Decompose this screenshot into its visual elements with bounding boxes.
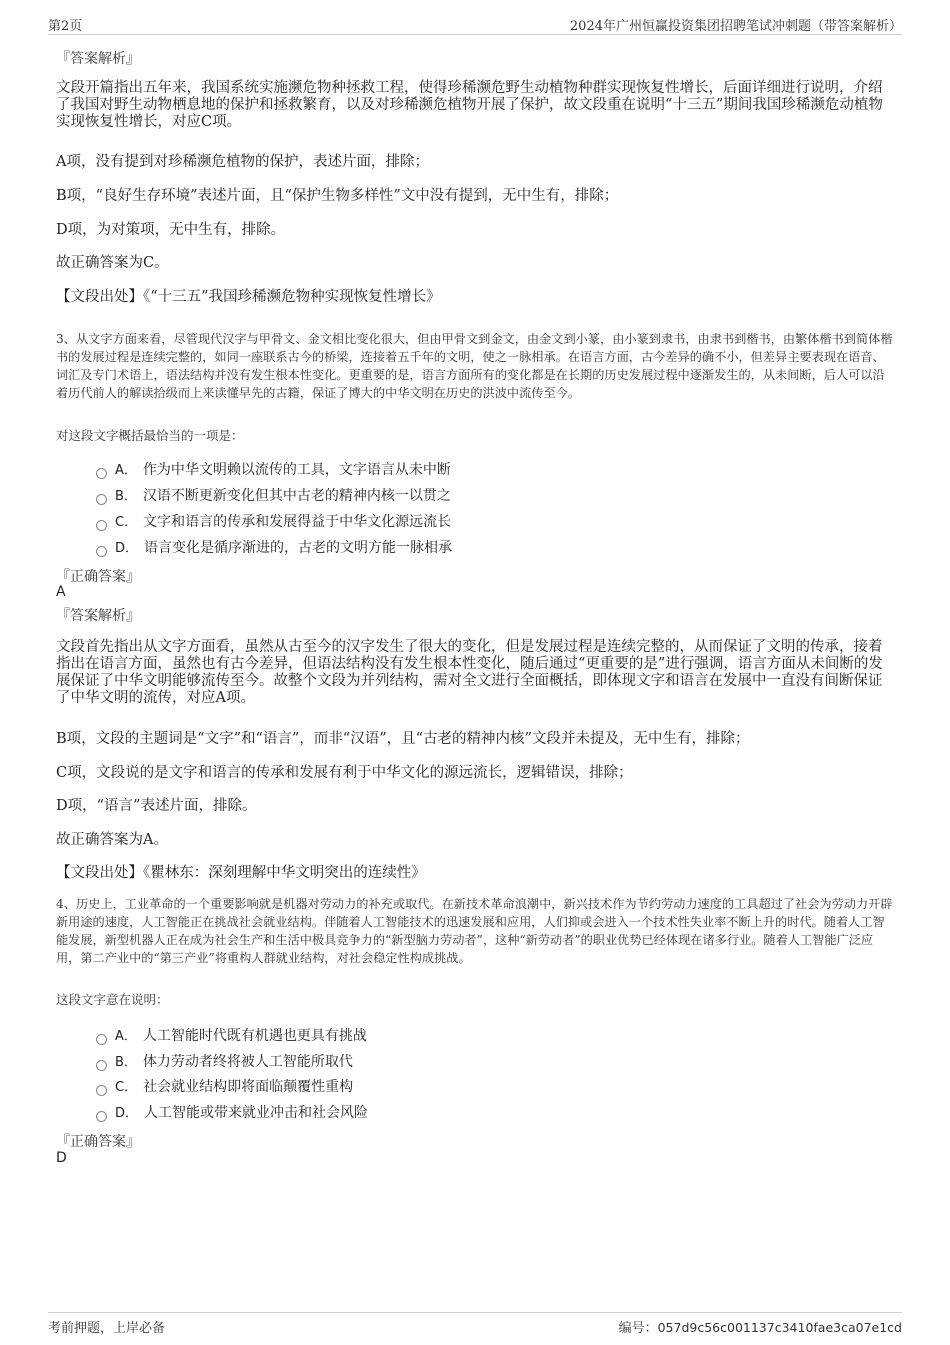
q3-option-b[interactable]: B． 汉语不断更新变化但其中古老的精神内核一以贯之: [96, 485, 451, 505]
q3-option-a[interactable]: A． 作为中华文明赖以流传的工具，文字语言从未中断: [96, 459, 451, 479]
q3-answer-label: 『正确答案』: [56, 569, 140, 585]
q3-option-d-note: D项，“语言”表述片面，排除。: [56, 798, 257, 814]
q4-option-c[interactable]: C． 社会就业结构即将面临颠覆性重构: [96, 1076, 353, 1096]
q4-answer-label: 『正确答案』: [56, 1134, 140, 1150]
radio-button-icon[interactable]: [96, 520, 107, 531]
q3-option-b-note: B项，文段的主题词是“文字”和“语言”，而非“汉语”，且“古老的精神内核”文段并未提及，无中生有，排除；: [56, 731, 750, 747]
document-code-label: 编号：: [618, 1321, 658, 1336]
q3-option-d[interactable]: D． 语言变化是循序渐进的，古老的文明方能一脉相承: [96, 537, 452, 557]
q4-option-a[interactable]: A． 人工智能时代既有机遇也更具有挑战: [96, 1025, 367, 1045]
q2-source: 【文段出处】《“十三五”我国珍稀濒危物种实现恢复性增长》: [56, 289, 441, 305]
q3-analysis-label: 『答案解析』: [56, 608, 140, 624]
q4-stem: 4、历史上，工业革命的一个重要影响就是机器对劳动力的补充或取代。在新技术革命浪潮中，新兴技术作为节约劳动力速度的工具超过了社会为劳动力开辟新用途的速度，人工智能正在挑战社会就业结构。伴随着人工智能技术的迅速发展和应用，人们抑或会进入一个技术性失业率不断上升的时代。随着人工智能发展，新型机器人正在成为社会生产和生活中极具竞争力的“新型脑力劳动者”，这种“新劳动者”的职业优势已经体现在诸多行业。随着人工智能广泛应用，第二产业中的“第三产业”将重构人群就业结构，对社会稳定性构成挑战。: [56, 897, 893, 965]
q2-option-d-note: D项，为对策项，无中生有，排除。: [56, 222, 286, 238]
q2-conclusion: 故正确答案为C。: [56, 255, 169, 271]
q2-analysis-text: 文段开篇指出五年来，我国系统实施濒危物种拯救工程，使得珍稀濒危野生动植物种群实现恢复性增长，后面详细进行说明，介绍了我国对野生动物栖息地的保护和拯救繁育，以及对珍稀濒危植物开展了保护，故文段重在说明“十三五”期间我国珍稀濒危动植物实现恢复性增长，对应C项。: [56, 80, 883, 130]
radio-button-icon[interactable]: [96, 1111, 107, 1122]
document-title: 2024年广州恒赢投资集团招聘笔试冲刺题（带答案解析）: [569, 19, 902, 34]
radio-button-icon[interactable]: [96, 1085, 107, 1096]
q3-answer: A: [56, 584, 66, 600]
q2-analysis-label: 『答案解析』: [56, 51, 140, 67]
page-footer: [48, 1312, 902, 1335]
q2-option-b-note: B项，“良好生存环境”表述片面，且“保护生物多样性”文中没有提到，无中生有，排除；: [56, 188, 619, 204]
q4-option-b[interactable]: B． 体力劳动者终将被人工智能所取代: [96, 1051, 353, 1071]
q4-option-d[interactable]: D． 人工智能或带来就业冲击和社会风险: [96, 1102, 368, 1122]
footer-slogan: 考前押题，上岸必备: [48, 1321, 166, 1336]
q3-prompt: 对这段文字概括最恰当的一项是：: [56, 428, 244, 443]
q3-conclusion: 故正确答案为A。: [56, 832, 168, 848]
radio-button-icon[interactable]: [96, 468, 107, 479]
q3-option-c[interactable]: C． 文字和语言的传承和发展得益于中华文化源远流长: [96, 511, 451, 531]
radio-button-icon[interactable]: [96, 494, 107, 505]
q4-answer: D: [56, 1150, 67, 1166]
page-header: [48, 12, 902, 35]
q3-source: 【文段出处】《瞿林东：深刻理解中华文明突出的连续性》: [56, 865, 426, 881]
radio-button-icon[interactable]: [96, 1060, 107, 1071]
document-code: [619, 1317, 902, 1336]
q2-option-a-note: A项，没有提到对珍稀濒危植物的保护，表述片面，排除；: [56, 154, 429, 170]
q3-stem: 3、从文字方面来看，尽管现代汉字与甲骨文、金文相比变化很大，但由甲骨文到金文，由金文到小篆，由小篆到隶书，由隶书到楷书，由繁体楷书到简体楷书的发展过程是连续完整的，如同一座联系古今的桥梁，连接着五千年的文明，使之一脉相承。在语言方面，古今差异的确不小，但差异主要表现在语音、词汇及专门术语上，语法结构并没有发生根本性变化。更重要的是，语言方面所有的变化都是在长期的历史发展过程中逐渐发生的，从未间断，后人可以沿着历代前人的解读拾级而上来读懂早先的古籍，保证了博大的中华文明在历史的洪波中流传至今。: [56, 332, 893, 400]
page-number: 第2页: [48, 19, 83, 34]
document-code-value: 057d9c56c001137c3410fae3ca07e1cd: [657, 1320, 902, 1335]
q3-option-c-note: C项，文段说的是文字和语言的传承和发展有利于中华文化的源远流长，逻辑错误，排除；: [56, 765, 633, 781]
q3-analysis-text: 文段首先指出从文字方面看，虽然从古至今的汉字发生了很大的变化，但是发展过程是连续完整的，从而保证了文明的传承，接着指出在语言方面，虽然也有古今差异，但语法结构没有发生根本性变化，随后通过“更重要的是”进行强调，语言方面从未间断的发展保证了中华文明能够流传至今。故整个文段为并列结构，需对全文进行全面概括，即体现文字和语言在发展中一直没有间断保证了中华文明的流传，对应A项。: [56, 639, 883, 706]
q4-prompt: 这段文字意在说明：: [56, 992, 169, 1007]
radio-button-icon[interactable]: [96, 546, 107, 557]
radio-button-icon[interactable]: [96, 1034, 107, 1045]
